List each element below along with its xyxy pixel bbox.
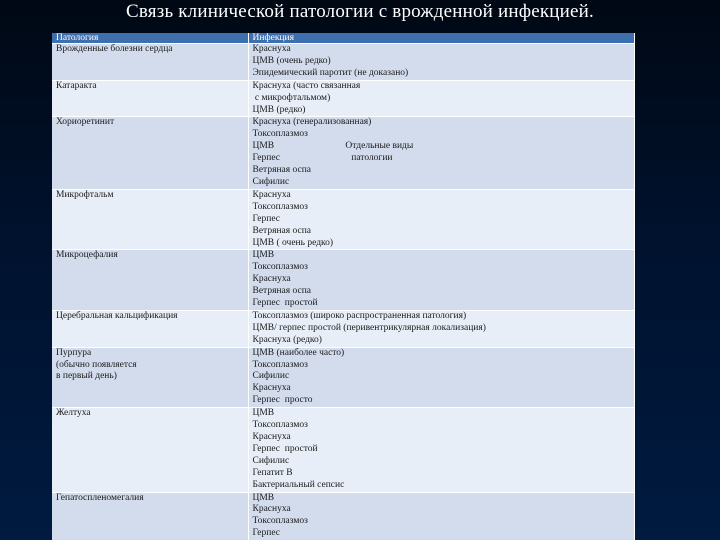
infection-cell bbox=[248, 117, 634, 189]
infection-text: Ветряная оспа bbox=[252, 165, 311, 176]
pathology-text: Микроцефалия bbox=[56, 250, 118, 261]
infection-text: Краснуха bbox=[252, 432, 291, 442]
table-row bbox=[52, 250, 634, 311]
pathology-text: Микрофтальм bbox=[56, 189, 114, 200]
infection-text: Герпес простой bbox=[252, 443, 318, 454]
infection-text: ЦМВ bbox=[252, 250, 275, 261]
pathology-cell bbox=[52, 492, 248, 540]
infection-text: Герпес простой bbox=[252, 298, 318, 309]
infection-text: ЦМВ Отдельные виды bbox=[252, 141, 414, 152]
infection-text: ЦМВ (очень редко) bbox=[252, 55, 331, 66]
infection-text: Краснуха bbox=[252, 44, 291, 54]
infection-text: Ветряная оспа bbox=[252, 225, 311, 236]
infection-text: Сифилис bbox=[252, 455, 290, 466]
table-row bbox=[52, 189, 634, 250]
infection-text: ЦМВ/ герпес простой (перивентрикулярная локализация) bbox=[252, 322, 486, 333]
table-row bbox=[52, 408, 634, 492]
infection-cell bbox=[248, 189, 634, 250]
slide-title: Связь клинической патологии с врожденной инфекцией. bbox=[126, 1, 594, 22]
infection-text: ЦМВ ( очень редко) bbox=[252, 237, 334, 248]
pathology-text: (обычно появляется bbox=[56, 359, 137, 370]
infection-text: Герпес патологии bbox=[252, 153, 393, 164]
infection-cell bbox=[248, 347, 634, 408]
infection-text: Гепатит В bbox=[252, 467, 293, 478]
infection-cell bbox=[248, 310, 634, 347]
pathology-text: Пурпура bbox=[56, 347, 92, 358]
infection-text: Краснуха bbox=[252, 504, 291, 515]
infection-cell bbox=[248, 408, 634, 492]
infection-text: ЦМВ (наиболее часто) bbox=[252, 347, 345, 358]
pathology-cell bbox=[52, 117, 248, 189]
infection-cell bbox=[248, 492, 634, 540]
pathology-text: Желтуха bbox=[56, 408, 91, 419]
infection-text: Ветряная оспа bbox=[252, 286, 311, 297]
pathology-infection-table bbox=[52, 33, 635, 540]
infection-cell bbox=[248, 250, 634, 311]
infection-text: Краснуха (редко) bbox=[252, 334, 322, 345]
infection-text: Токсоплазмоз bbox=[252, 516, 308, 527]
pathology-text: Хориоретинит bbox=[56, 117, 115, 128]
pathology-text: Катаракта bbox=[56, 80, 97, 91]
pathology-cell bbox=[52, 189, 248, 250]
infection-text: Краснуха bbox=[252, 189, 291, 200]
table-row bbox=[52, 117, 634, 189]
table-row bbox=[52, 492, 634, 540]
infection-text: Герпес bbox=[252, 528, 280, 539]
pathology-cell bbox=[52, 44, 248, 81]
infection-text: Бактериальный сепсис bbox=[252, 479, 345, 490]
infection-text: с микрофтальмом) bbox=[252, 92, 331, 103]
table-row bbox=[52, 347, 634, 408]
infection-text: ЦМВ bbox=[252, 408, 275, 419]
infection-text: ЦМВ (редко) bbox=[252, 104, 306, 115]
infection-text: Герпес просто bbox=[252, 395, 313, 406]
infection-text: Токсоплазмоз (широко распространенная патология) bbox=[252, 310, 467, 321]
infection-text: Краснуха bbox=[252, 274, 291, 285]
table-row bbox=[52, 310, 634, 347]
infection-text: Краснуха bbox=[252, 383, 291, 394]
table-body bbox=[52, 44, 634, 540]
pathology-text: Церебральная кальцификация bbox=[56, 310, 178, 321]
infection-cell bbox=[248, 80, 634, 117]
header-pathology: Патология bbox=[52, 33, 248, 44]
infection-text: Герпес bbox=[252, 213, 280, 224]
infection-text: ЦМВ bbox=[252, 492, 275, 503]
table-row bbox=[52, 80, 634, 117]
infection-cell bbox=[248, 44, 634, 81]
pathology-cell bbox=[52, 347, 248, 408]
infection-text: Токсоплазмоз bbox=[252, 359, 308, 370]
infection-text: Токсоплазмоз bbox=[252, 420, 308, 431]
pathology-cell bbox=[52, 310, 248, 347]
pathology-text: Гепатоспленомегалия bbox=[56, 492, 144, 503]
infection-text: Краснуха (генерализованная) bbox=[252, 117, 372, 128]
header-infection: Инфекция bbox=[248, 33, 634, 44]
table-header-row bbox=[52, 33, 634, 44]
infection-text: Эпидемический паротит (не доказано) bbox=[252, 67, 409, 78]
pathology-text: Врожденные болезни сердца bbox=[56, 44, 173, 54]
pathology-cell bbox=[52, 250, 248, 311]
pathology-text: в первый день) bbox=[56, 371, 117, 382]
infection-text: Сифилис bbox=[252, 176, 290, 187]
pathology-cell bbox=[52, 80, 248, 117]
table-row bbox=[52, 44, 634, 81]
infection-text: Краснуха (часто связанная bbox=[252, 80, 361, 91]
infection-text: Токсоплазмоз bbox=[252, 201, 308, 212]
infection-text: Токсоплазмоз bbox=[252, 262, 308, 273]
infection-text: Сифилис bbox=[252, 371, 290, 382]
pathology-cell bbox=[52, 408, 248, 492]
infection-text: Токсоплазмоз bbox=[252, 129, 308, 140]
